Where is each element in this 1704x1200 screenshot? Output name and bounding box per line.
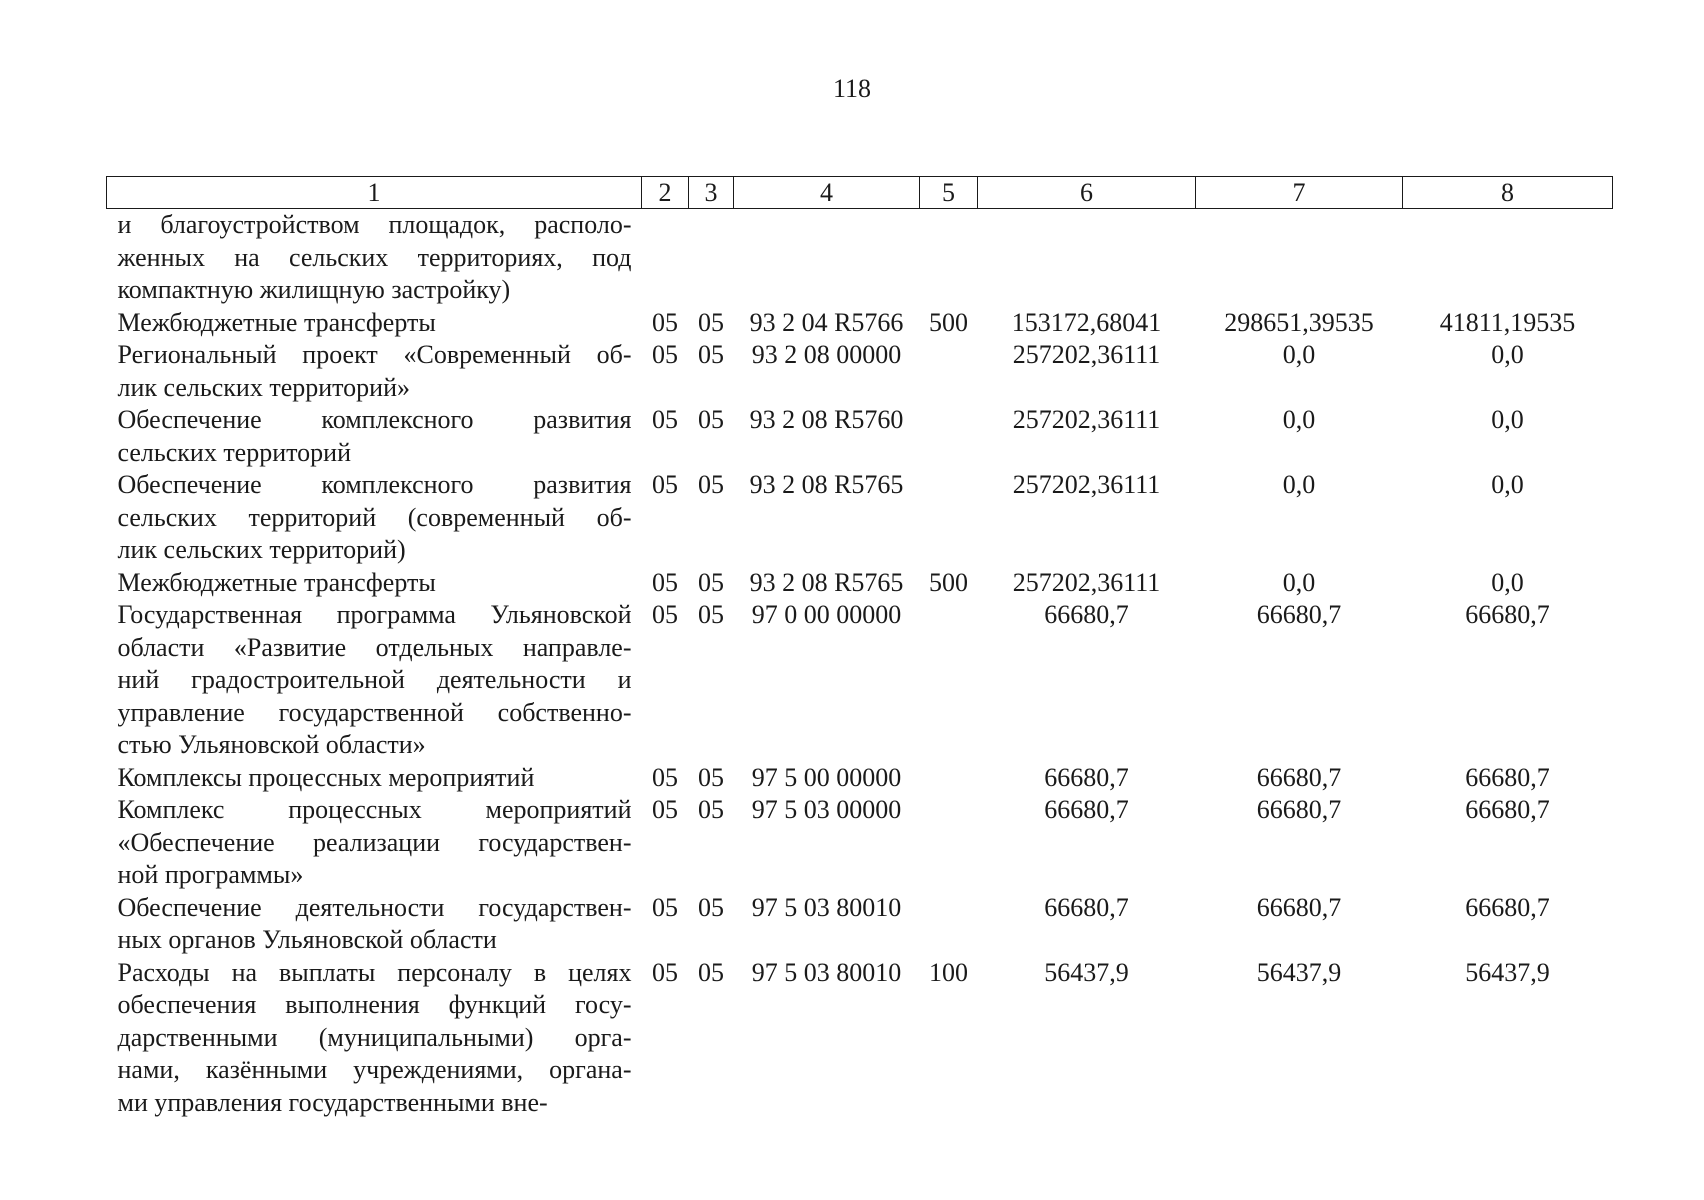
amount-col-8: 0,0 [1491,405,1524,434]
table-row [107,567,1613,600]
subsection-code: 05 [698,307,724,337]
section-code: 05 [652,892,678,922]
description-line: женных на сельских территориях, под [117,242,632,272]
target-article-code: 93 2 04 R5766 [749,307,904,337]
amount-col-6 [978,209,1196,307]
target-article-code: 97 5 03 80010 [751,892,902,922]
column-header-6: 6 [978,177,1196,209]
table-body [107,209,1613,1120]
amount-col-8: 56437,9 [1465,957,1550,987]
amount-col-8: 66680,7 [1465,762,1550,792]
description-line: дарственными (муниципальными) орга- [117,1022,632,1052]
description-line: Обеспечение комплексного развития [117,470,632,499]
table-row [107,957,1613,1120]
subsection-code: 05 [698,600,724,629]
amount-col-6: 66680,7 [1044,892,1129,922]
amount-col-6: 66680,7 [1044,795,1129,824]
description-line: лик сельских территорий) [117,535,406,564]
description-line: Государственная программа Ульяновской [117,600,632,629]
description-line: Расходы на выплаты персоналу в целях [117,957,632,987]
amount-col-6: 257202,36111 [1012,405,1161,434]
amount-col-6: 66680,7 [1044,600,1129,629]
subsection-code: 05 [698,340,724,369]
row-description [107,567,642,600]
row-description [107,209,642,307]
section-code: 05 [652,340,678,369]
row-description [107,892,642,957]
column-header-3: 3 [689,177,734,209]
amount-col-7: 0,0 [1282,405,1316,434]
subsection-code [689,209,734,307]
subsection-code: 05 [698,567,724,597]
table-row [107,209,1613,307]
amount-col-7: 0,0 [1282,567,1316,597]
section-code: 05 [652,795,678,824]
section-code: 05 [652,567,678,597]
description-line: Комплекс процессных мероприятий [117,795,632,824]
expense-type-code [920,209,978,307]
description-line: «Обеспечение реализации государствен- [117,827,632,857]
row-description [107,794,642,892]
description-line: Комплексы процессных мероприятий [117,762,535,792]
target-article-code: 97 5 03 80010 [751,957,902,987]
description-line: сельских территорий [117,437,351,467]
target-article-code: 97 0 00 00000 [751,600,902,629]
section-code: 05 [652,600,678,629]
amount-col-7: 66680,7 [1256,795,1342,824]
amount-col-6: 66680,7 [1044,762,1129,792]
amount-col-7: 66680,7 [1256,762,1342,792]
expense-type-code [920,762,978,795]
section-code: 05 [652,470,678,499]
expense-type-code [920,892,978,957]
subsection-code: 05 [698,892,724,922]
amount-col-6: 257202,36111 [1012,567,1161,597]
description-line: компактную жилищную застройку) [117,275,511,304]
amount-col-7: 0,0 [1282,340,1316,369]
row-description [107,599,642,762]
target-article-code [734,209,920,307]
amount-col-8 [1403,209,1613,307]
target-article-code: 97 5 00 00000 [751,762,902,792]
page-number: 118 [832,74,872,103]
budget-table [106,176,1613,1119]
subsection-code: 05 [698,470,724,499]
row-description [107,762,642,795]
expense-type-code: 500 [929,307,968,337]
subsection-code: 05 [698,957,724,987]
description-line: Региональный проект «Современный об- [117,340,632,369]
description-line: Межбюджетные трансферты [117,307,436,337]
description-line: и благоустройством площадок, располо- [117,210,632,239]
subsection-code: 05 [698,405,724,434]
amount-col-7: 56437,9 [1256,957,1342,987]
amount-col-7: 0,0 [1282,470,1316,499]
expense-type-code [920,339,978,404]
subsection-code: 05 [698,795,724,824]
row-description [107,404,642,469]
amount-col-6: 153172,68041 [1011,307,1162,337]
expense-type-code [920,794,978,892]
description-line: области «Развитие отдельных направле- [117,632,632,662]
table-row [107,307,1613,340]
description-line: обеспечения выполнения функций госу- [117,990,632,1019]
target-article-code: 97 5 03 00000 [751,795,902,824]
description-line: Обеспечение деятельности государствен- [117,892,632,922]
amount-col-8: 66680,7 [1465,600,1550,629]
row-description [107,307,642,340]
expense-type-code [920,469,978,567]
expense-type-code [920,599,978,762]
amount-col-8: 0,0 [1491,470,1524,499]
table-row [107,794,1613,892]
amount-col-8: 66680,7 [1465,795,1550,824]
section-code: 05 [652,307,678,337]
section-code: 05 [652,405,678,434]
description-line: стью Ульяновской области» [117,730,426,759]
table-row [107,469,1613,567]
amount-col-8: 0,0 [1491,340,1524,369]
amount-col-7 [1196,209,1403,307]
amount-col-8: 41811,19535 [1439,307,1576,337]
description-line: ной программы» [117,860,304,889]
subsection-code: 05 [698,762,724,792]
target-article-code: 93 2 08 R5765 [749,470,904,499]
description-line: управление государственной собственно- [117,697,632,727]
column-header-2: 2 [642,177,689,209]
description-line: сельских территорий (современный об- [117,502,632,532]
column-header-5: 5 [920,177,978,209]
amount-col-7: 66680,7 [1256,600,1342,629]
table-row [107,892,1613,957]
table-row [107,762,1613,795]
row-description [107,957,642,1120]
amount-col-6: 56437,9 [1044,957,1129,987]
description-line: нами, казёнными учреждениями, органа- [117,1055,632,1084]
column-header-8: 8 [1403,177,1613,209]
description-line: Межбюджетные трансферты [117,567,436,597]
description-line: ми управления государственными вне- [117,1087,548,1117]
table-header [107,177,1613,209]
section-code [642,209,689,307]
section-code: 05 [652,957,678,987]
expense-type-code: 500 [929,567,968,597]
amount-col-8: 0,0 [1491,567,1524,597]
target-article-code: 93 2 08 00000 [751,340,902,369]
column-header-7: 7 [1196,177,1403,209]
amount-col-6: 257202,36111 [1012,340,1161,369]
target-article-code: 93 2 08 R5765 [749,567,904,597]
amount-col-6: 257202,36111 [1012,470,1161,499]
description-line: Обеспечение комплексного развития [117,405,632,434]
header-row [107,177,1613,209]
description-line: ний градостроительной деятельности и [117,665,632,694]
table-row [107,599,1613,762]
expense-type-code [920,404,978,469]
row-description [107,469,642,567]
table-row [107,339,1613,404]
column-header-4: 4 [734,177,920,209]
column-header-1: 1 [107,177,642,209]
amount-col-7: 298651,39535 [1224,307,1374,337]
description-line: ных органов Ульяновской области [117,925,497,954]
expense-type-code: 100 [929,957,968,987]
amount-col-7: 66680,7 [1256,892,1342,922]
row-description [107,339,642,404]
target-article-code: 93 2 08 R5760 [749,405,904,434]
description-line: лик сельских территорий» [117,372,410,402]
section-code: 05 [652,762,678,792]
table-row [107,404,1613,469]
amount-col-8: 66680,7 [1465,892,1550,922]
